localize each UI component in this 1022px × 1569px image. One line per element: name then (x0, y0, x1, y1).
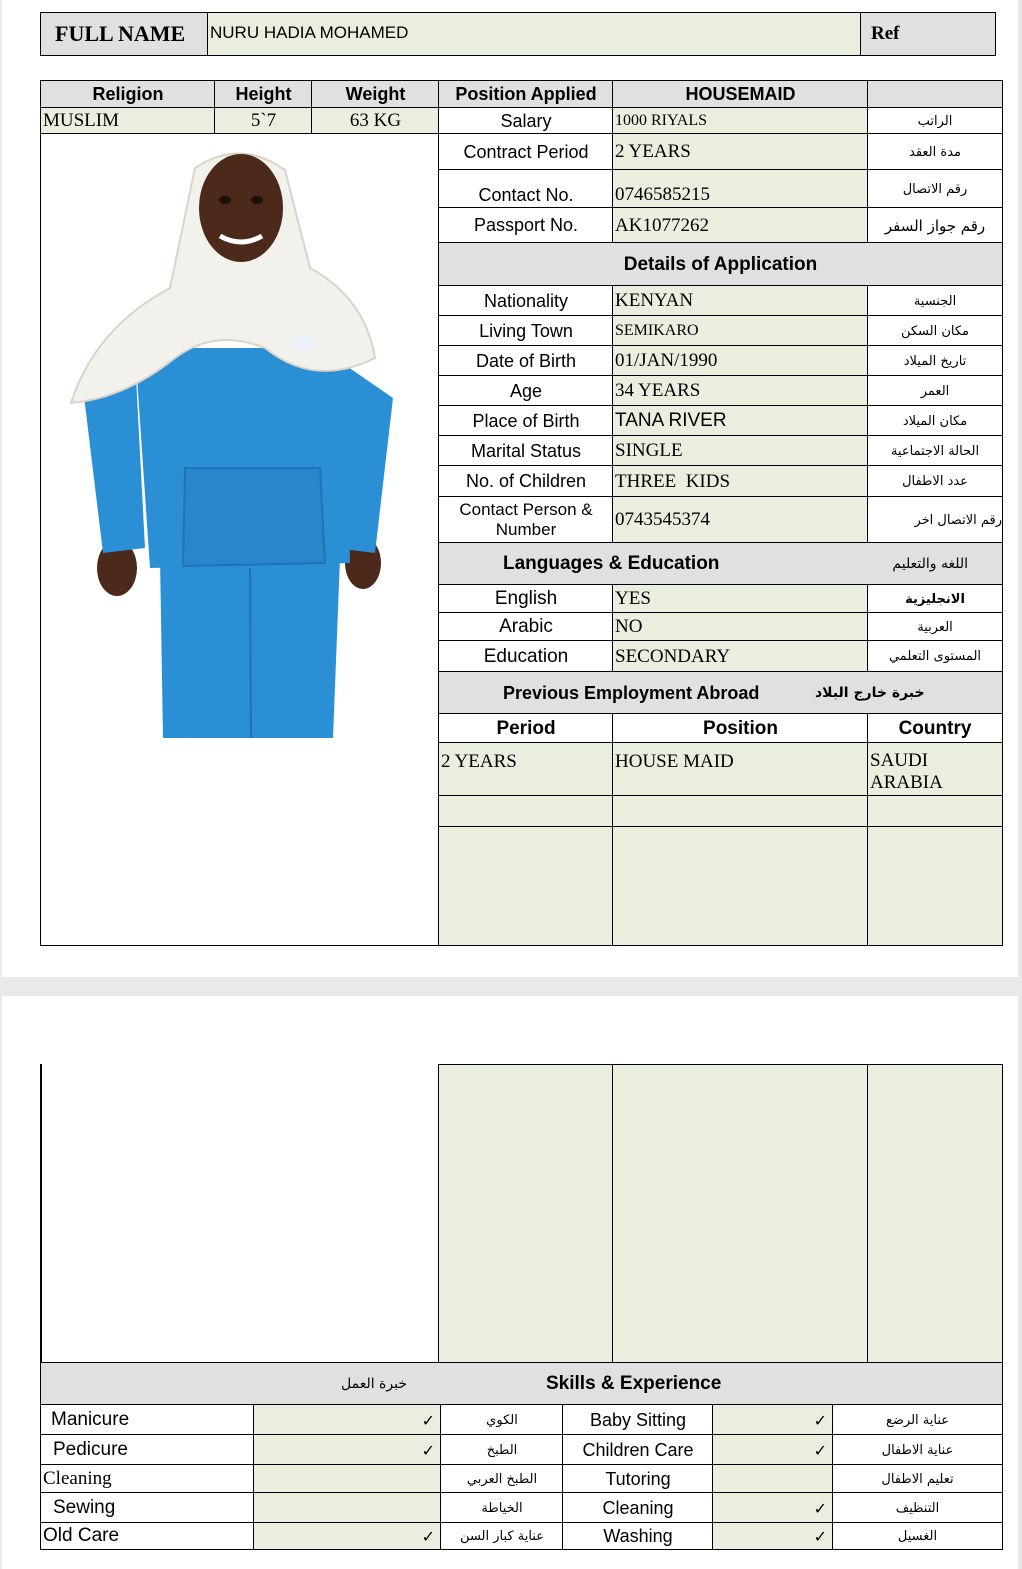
height-label: Height (214, 80, 313, 109)
employment-empty-cell (867, 795, 1003, 828)
skill-check: ✓ (712, 1492, 834, 1524)
employment-empty-cell (867, 826, 1003, 946)
employment-col-position: Position (612, 713, 869, 744)
detail-arabic: تاريخ الميلاد (867, 345, 1003, 377)
skill-arabic: الغسيل (832, 1522, 1003, 1550)
skill-label: Baby Sitting (562, 1404, 714, 1436)
skill-check: ✓ (712, 1434, 834, 1466)
employment-empty-cell (438, 795, 614, 828)
skill-check: ✓ (253, 1404, 442, 1436)
detail-arabic: مكان السكن (867, 315, 1003, 347)
detail-arabic: عدد الاطفال (867, 465, 1003, 498)
skill-check: ✓ (253, 1522, 442, 1550)
contact-no-value: 0746585215 (612, 169, 869, 209)
detail-label: Contact Person & Number (438, 496, 614, 544)
employment-country: SAUDI ARABIA (867, 742, 1003, 797)
passport-no-label: Passport No. (438, 207, 614, 244)
page-1 (2, 0, 1018, 977)
detail-value: KENYAN (612, 285, 869, 317)
salary-label: Salary (438, 107, 614, 135)
skill-label: Washing (562, 1522, 714, 1550)
detail-label: Age (438, 375, 614, 407)
languages-section-title-arabic: اللغه والتعليم (892, 556, 968, 572)
detail-label: Date of Birth (438, 345, 614, 377)
skill-check: ✓ (253, 1434, 442, 1466)
skill-arabic: الكوي (440, 1404, 564, 1436)
skill-check (712, 1464, 834, 1494)
detail-value: 01/JAN/1990 (612, 345, 869, 377)
detail-label: Living Town (438, 315, 614, 347)
skill-label: Manicure (40, 1404, 255, 1436)
religion-label: Religion (40, 80, 216, 109)
passport-no-arabic: رقم جواز السفر (867, 207, 1003, 244)
skills-section-title-arabic: خبرة العمل (341, 1376, 407, 1392)
detail-value: 34 YEARS (612, 375, 869, 407)
religion-value: MUSLIM (40, 107, 216, 135)
photo-frame (40, 133, 440, 946)
page-2-left-border (40, 1064, 42, 1364)
contact-no-arabic: رقم الاتصال (867, 169, 1003, 209)
detail-label: Place of Birth (438, 405, 614, 437)
salary-arabic: الراتب (867, 107, 1003, 135)
skill-label: Children Care (562, 1434, 714, 1466)
skill-arabic: الطبخ العربي (440, 1464, 564, 1494)
employment-empty-cell (612, 795, 869, 828)
language-arabic: الانجليزية (867, 584, 1003, 614)
skill-label: Sewing (40, 1492, 255, 1524)
weight-value: 63 KG (311, 107, 440, 135)
skill-label: Old Care (40, 1522, 255, 1550)
employment-position: HOUSE MAID (612, 742, 869, 797)
full-name-value: NURU HADIA MOHAMED (207, 12, 862, 56)
employment-continued-cell (867, 1064, 1003, 1364)
language-value: SECONDARY (612, 640, 869, 673)
position-applied-label: Position Applied (438, 80, 614, 109)
position-applied-value: HOUSEMAID (612, 80, 869, 109)
detail-label: No. of Children (438, 465, 614, 498)
detail-arabic: الجنسية (867, 285, 1003, 317)
language-label: Arabic (438, 612, 614, 642)
skill-arabic: الخياطة (440, 1492, 564, 1524)
detail-value: 0743545374 (612, 496, 869, 544)
skill-check: ✓ (712, 1522, 834, 1550)
language-arabic: العربية (867, 612, 1003, 642)
detail-value: SINGLE (612, 435, 869, 467)
language-arabic: المستوى التعلمي (867, 640, 1003, 673)
skill-arabic: عناية الاطفال (832, 1434, 1003, 1466)
position-applied-blank (867, 80, 1003, 109)
skill-arabic: عناية الرضع (832, 1404, 1003, 1436)
skill-arabic: عناية كبار السن (440, 1522, 564, 1550)
contact-no-label: Contact No. (438, 169, 614, 209)
skill-label: Cleaning (562, 1492, 714, 1524)
contract-period-label: Contract Period (438, 133, 614, 171)
full-name-label: FULL NAME (40, 12, 209, 56)
employment-period: 2 YEARS (438, 742, 614, 797)
employment-section-title-arabic: خبرة خارج البلاد (815, 685, 925, 701)
skill-check: ✓ (712, 1404, 834, 1436)
ref-label: Ref (860, 12, 996, 56)
weight-label: Weight (311, 80, 440, 109)
skill-arabic: الطبخ (440, 1434, 564, 1466)
languages-section-title: Languages & Education اللغه والتعليم (438, 542, 1003, 586)
detail-arabic: مكان الميلاد (867, 405, 1003, 437)
detail-arabic: رقم الاتصال اخر (867, 496, 1003, 544)
detail-value: SEMIKARO (612, 315, 869, 347)
employment-section-title: Previous Employment Abroad خبرة خارج البلاد (438, 671, 1003, 715)
skill-check (253, 1492, 442, 1524)
detail-arabic: الحالة الاجتماعية (867, 435, 1003, 467)
salary-value: 1000 RIYALS (612, 107, 869, 135)
employment-col-country: Country (867, 713, 1003, 744)
employment-col-period: Period (438, 713, 614, 744)
skill-label: Pedicure (40, 1434, 255, 1466)
employment-empty-cell (438, 826, 614, 946)
height-value: 5`7 (214, 107, 313, 135)
page-2 (2, 996, 1018, 1569)
applicant-photo (65, 148, 405, 748)
contract-period-value: 2 YEARS (612, 133, 869, 171)
skill-label: Cleaning (40, 1464, 255, 1494)
details-section-title: Details of Application (438, 242, 1003, 287)
skill-check (253, 1464, 442, 1494)
contract-period-arabic: مدة العقد (867, 133, 1003, 171)
detail-label: Nationality (438, 285, 614, 317)
employment-continued-cell (612, 1064, 869, 1364)
skill-label: Tutoring (562, 1464, 714, 1494)
skill-arabic: التنظيف (832, 1492, 1003, 1524)
detail-value: THREE KIDS (612, 465, 869, 498)
skills-section-title: Skills & Experience خبرة العمل (40, 1362, 1003, 1406)
language-value: NO (612, 612, 869, 642)
passport-no-value: AK1077262 (612, 207, 869, 244)
detail-arabic: العمر (867, 375, 1003, 407)
employment-empty-cell (612, 826, 869, 946)
detail-label: Marital Status (438, 435, 614, 467)
employment-continued-cell (438, 1064, 614, 1364)
detail-value: TANA RIVER (612, 405, 869, 437)
language-label: Education (438, 640, 614, 673)
language-value: YES (612, 584, 869, 614)
skill-arabic: تعليم الاطفال (832, 1464, 1003, 1494)
language-label: English (438, 584, 614, 614)
